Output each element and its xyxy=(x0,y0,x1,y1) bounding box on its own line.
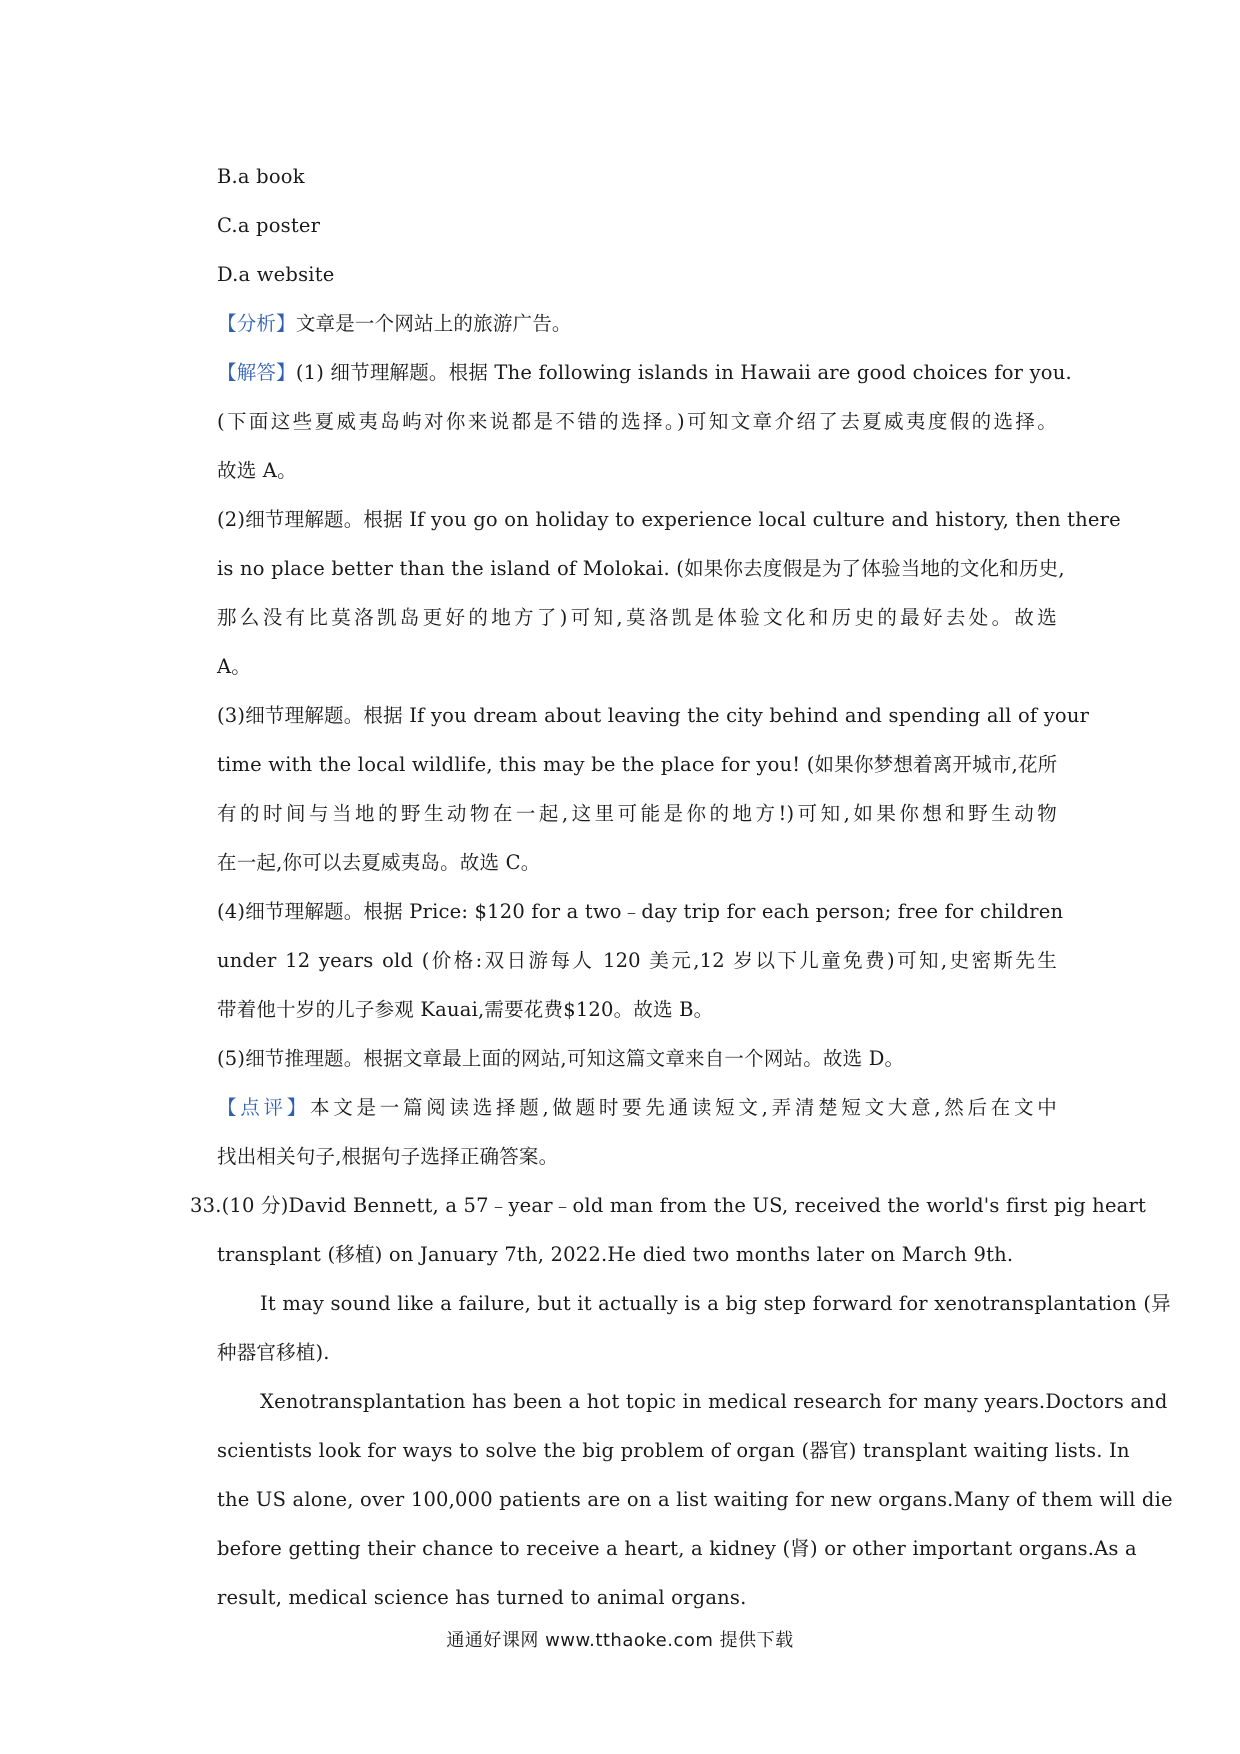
q33-line-2: transplant (移植) on January 7th, 2022.He died two months later on March 9th. xyxy=(217,1243,1014,1266)
option-d: D.a website xyxy=(217,263,335,286)
q5-line-1: (5)细节推理题。根据文章最上面的网站,可知这篇文章来自一个网站。故选 D。 xyxy=(217,1047,905,1070)
q3-line-3: 有的时间与当地的野生动物在一起,这里可能是你的地方!)可知,如果你想和野生动物 xyxy=(217,802,1057,825)
q4-line-3: 带着他十岁的儿子参观 Kauai,需要花费$120。故选 B。 xyxy=(217,998,714,1021)
answer-text-1: (1) 细节理解题。根据 The following islands in Hawaii are good choices for you. xyxy=(295,361,1072,384)
answer-line-2: (下面这些夏威夷岛屿对你来说都是不错的选择。)可知文章介绍了去夏威夷度假的选择。 xyxy=(217,410,1057,433)
q3-line-4: 在一起,你可以去夏威夷岛。故选 C。 xyxy=(217,851,541,874)
answer-line-3: 故选 A。 xyxy=(217,459,297,482)
q33-line-1: 33.(10 分)David Bennett, a 57﹣year﹣old man from the US, received the world's first pig heart xyxy=(190,1194,1147,1217)
q2-line-2: is no place better than the island of Molokai. (如果你去度假是为了体验当地的文化和历史, xyxy=(217,557,1065,580)
comment-line-1 xyxy=(217,1083,1057,1132)
q33-para3-line-4: before getting their chance to receive a heart, a kidney (肾) or other important organs.As a xyxy=(217,1537,1137,1560)
comment-tag: 【点评】 xyxy=(217,1096,310,1119)
answer-line-1 xyxy=(217,348,1072,397)
q3-line-1: (3)细节理解题。根据 If you dream about leaving the city behind and spending all of your xyxy=(217,704,1090,727)
option-b: B.a book xyxy=(217,165,305,188)
comment-text-1: 本文是一篇阅读选择题,做题时要先通读短文,弄清楚短文大意,然后在文中 xyxy=(310,1096,1057,1119)
option-c: C.a poster xyxy=(217,214,321,237)
q33-para3-line-3: the US alone, over 100,000 patients are on a list waiting for new organs.Many of them will die xyxy=(217,1488,1173,1511)
analysis-tag: 【分析】 xyxy=(217,312,296,335)
q4-line-1: (4)细节理解题。根据 Price: $120 for a two﹣day trip for each person; free for children xyxy=(217,900,1064,923)
q33-para3-line-2: scientists look for ways to solve the big problem of organ (器官) transplant waiting lists. In xyxy=(217,1439,1130,1462)
q2-line-4: A。 xyxy=(217,655,251,678)
answer-tag: 【解答】 xyxy=(217,361,296,384)
q2-line-3: 那么没有比莫洛凯岛更好的地方了)可知,莫洛凯是体验文化和历史的最好去处。故选 xyxy=(217,606,1057,629)
analysis-text: 文章是一个网站上的旅游广告。 xyxy=(295,312,572,335)
q2-line-1: (2)细节理解题。根据 If you go on holiday to experience local culture and history, then there xyxy=(217,508,1121,531)
document-body xyxy=(190,152,1173,1622)
q33-para3-line-1: Xenotransplantation has been a hot topic in medical research for many years.Doctors and xyxy=(260,1390,1168,1413)
page-footer: 通通好课网 www.tthaoke.com 提供下载 xyxy=(446,1630,794,1651)
q33-para2-line-2: 种器官移植). xyxy=(217,1341,330,1364)
analysis-line xyxy=(217,299,1057,348)
q4-line-2: under 12 years old (价格:双日游每人 120 美元,12 岁以下儿童免费)可知,史密斯先生 xyxy=(217,949,1057,972)
q33-para3-line-5: result, medical science has turned to animal organs. xyxy=(217,1586,747,1609)
q3-line-2: time with the local wildlife, this may be the place for you! (如果你梦想着离开城市,花所 xyxy=(217,753,1058,776)
q33-para2-line-1: It may sound like a failure, but it actually is a big step forward for xenotransplantation (异 xyxy=(260,1292,1171,1315)
comment-line-2: 找出相关句子,根据句子选择正确答案。 xyxy=(217,1145,559,1168)
